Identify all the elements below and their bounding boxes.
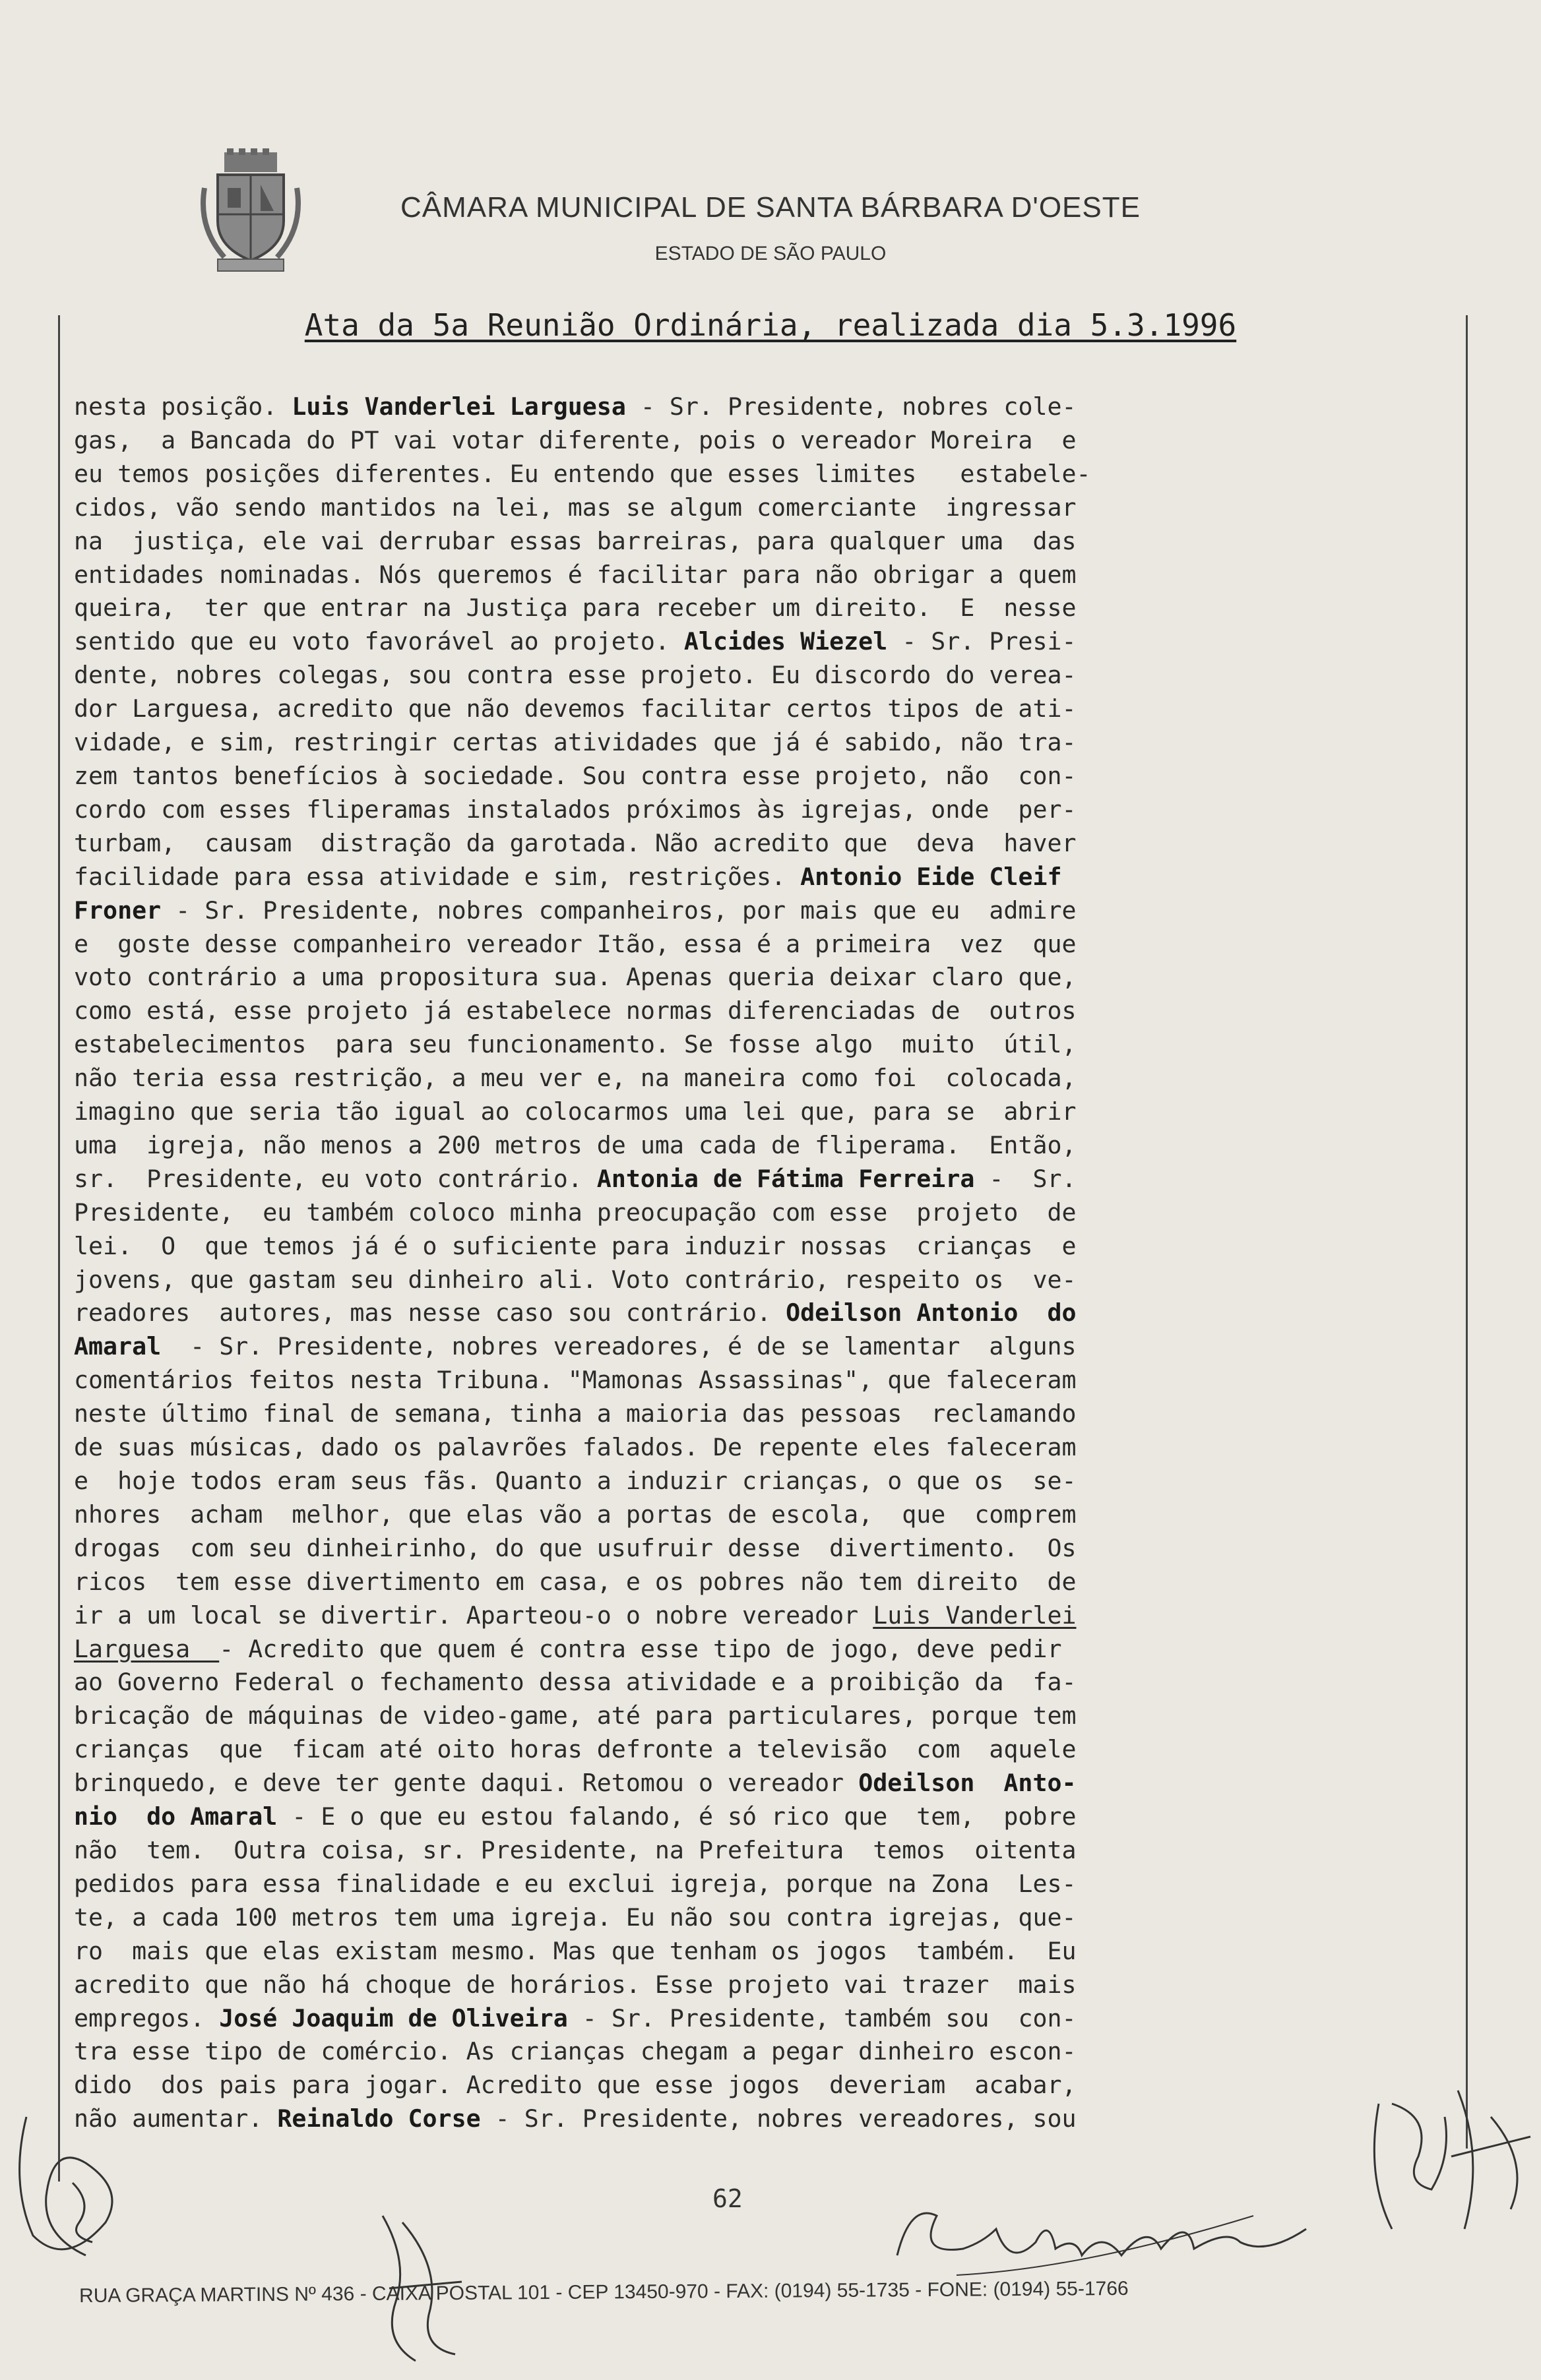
text-line <box>74 1633 1453 1666</box>
text-line <box>74 1968 1453 2002</box>
speaker-name: Reinaldo Corse <box>277 2104 481 2133</box>
text-segment: e hoje todos eram seus fãs. Quanto a induzir crianças, o que os se- <box>74 1467 1077 1495</box>
text-line <box>74 827 1453 861</box>
speaker-name: Froner <box>74 896 162 925</box>
page-number: 62 <box>712 2184 743 2213</box>
text-segment: - E o que eu estou falando, é só rico que tem, pobre <box>277 1802 1077 1831</box>
text-line <box>74 1767 1453 1800</box>
text-line <box>74 1297 1453 1330</box>
text-line <box>74 1062 1453 1095</box>
text-segment: - Sr. Presi- <box>887 627 1077 656</box>
text-line <box>74 1834 1453 1868</box>
state-name: ESTADO DE SÃO PAULO <box>654 243 887 264</box>
text-line <box>74 1230 1453 1264</box>
text-line <box>74 861 1453 894</box>
text-line <box>74 1028 1453 1062</box>
text-segment: - Sr. Presidente, também sou con- <box>567 2003 1077 2032</box>
text-segment: jovens, que gastam seu dinheiro ali. Voto contrário, respeito os ve- <box>74 1265 1077 1294</box>
text-line <box>74 1129 1453 1163</box>
text-line <box>74 961 1453 994</box>
text-segment: zem tantos benefícios à sociedade. Sou contra esse projeto, não con- <box>74 761 1077 790</box>
speaker-name: Amaral <box>74 1332 162 1361</box>
text-segment: nesta posição. <box>74 392 292 421</box>
text-segment: readores autores, mas nesse caso sou contrário. <box>74 1298 786 1327</box>
text-segment: brinquedo, e deve ter gente daqui. Retomou o vereador <box>74 1769 859 1798</box>
text-segment: te, a cada 100 metros tem uma igreja. Eu não sou contra igrejas, que- <box>74 1903 1077 1932</box>
text-segment: - Sr. Presidente, nobres vereadores, é de se lamentar alguns <box>161 1332 1077 1361</box>
speaker-name: nio do Amaral <box>74 1802 278 1831</box>
text-segment: - Sr. Presidente, nobres cole- <box>625 392 1077 421</box>
text-line <box>74 592 1453 625</box>
text-line <box>74 559 1453 592</box>
text-segment: - Acredito que quem é contra esse tipo de jogo, deve pedir <box>219 1634 1062 1663</box>
text-line <box>74 2102 1453 2136</box>
speaker-name: Odeilson Antonio do <box>786 1298 1077 1327</box>
text-segment: voto contrário a uma propositura sua. Apenas queria deixar claro que, <box>74 963 1077 992</box>
text-segment: como está, esse projeto já estabelece normas diferenciadas de outros <box>74 996 1077 1025</box>
text-line <box>74 793 1453 827</box>
text-segment: ao Governo Federal o fechamento dessa atividade e a proibição da fa- <box>74 1668 1077 1697</box>
text-line <box>74 458 1453 491</box>
text-segment: estabelecimentos para seu funcionamento. Se fosse algo muito útil, <box>74 1030 1077 1059</box>
speaker-name: Antonio Eide Cleif <box>800 862 1062 891</box>
minutes-title: Ata da 5a Reunião Ordinária, realizada dia 5.3.1996 <box>304 307 1237 343</box>
text-line <box>74 726 1453 760</box>
speaker-name: Luis Vanderlei Larguesa <box>292 392 626 421</box>
text-segment: uma igreja, não menos a 200 metros de uma cada de fliperama. Então, <box>74 1130 1077 1159</box>
text-line <box>74 659 1453 692</box>
text-segment: empregos. <box>74 2003 220 2032</box>
text-line <box>74 491 1453 525</box>
text-line <box>74 1800 1453 1834</box>
institution-name: CÂMARA MUNICIPAL DE SANTA BÁRBARA D'OESTE <box>400 191 1141 224</box>
text-line <box>74 1935 1453 1968</box>
text-line <box>74 760 1453 793</box>
text-line <box>74 994 1453 1028</box>
text-line <box>74 424 1453 458</box>
text-segment: tra esse tipo de comércio. As crianças chegam a pegar dinheiro escon- <box>74 2037 1077 2066</box>
text-line <box>74 1498 1453 1532</box>
text-segment: acredito que não há choque de horários. Esse projeto vai trazer mais <box>74 1970 1077 1999</box>
text-segment: entidades nominadas. Nós queremos é facilitar para não obrigar a quem <box>74 560 1077 589</box>
signature-right <box>1359 2077 1537 2249</box>
text-segment: pedidos para essa finalidade e eu exclui igreja, porque na Zona Les- <box>74 1869 1077 1898</box>
signature-bottom-left <box>369 2209 475 2367</box>
text-segment: dido dos pais para jogar. Acredito que esse jogos deveriam acabar, <box>74 2071 1077 2100</box>
text-segment: facilidade para essa atividade e sim, restrições. <box>74 862 801 891</box>
text-line <box>74 2069 1453 2102</box>
text-segment: queira, ter que entrar na Justiça para receber um direito. E nesse <box>74 594 1077 623</box>
text-line <box>74 894 1453 928</box>
minutes-body-text <box>74 390 1453 2136</box>
text-line <box>74 1196 1453 1230</box>
text-line <box>74 1330 1453 1364</box>
text-segment: vidade, e sim, restringir certas atividades que já é sabido, não tra- <box>74 728 1077 757</box>
signature-left <box>7 2104 139 2275</box>
text-segment: ricos tem esse divertimento em casa, e os pobres não tem direito de <box>74 1567 1077 1596</box>
text-line <box>74 1532 1453 1566</box>
underlined-name: Luis Vanderlei <box>873 1601 1077 1630</box>
text-segment: sr. Presidente, eu voto contrário. <box>74 1164 597 1193</box>
text-segment: ro mais que elas existam mesmo. Mas que tenham os jogos também. Eu <box>74 1936 1077 1965</box>
right-margin-line <box>1466 315 1468 2149</box>
text-line <box>74 1901 1453 1935</box>
text-segment: cordo com esses fliperamas instalados próximos às igrejas, onde per- <box>74 795 1077 824</box>
text-segment: não tem. Outra coisa, sr. Presidente, na Prefeitura temos oitenta <box>74 1835 1077 1864</box>
text-line <box>74 1599 1453 1633</box>
text-line <box>74 1666 1453 1699</box>
text-segment: eu temos posições diferentes. Eu entendo que esses limites estabele- <box>74 459 1091 488</box>
text-line <box>74 1163 1453 1196</box>
text-segment: e goste desse companheiro vereador Itão, essa é a primeira vez que <box>74 929 1077 958</box>
left-margin-line <box>58 315 60 2182</box>
text-segment: drogas com seu dinheirinho, do que usufruir desse divertimento. Os <box>74 1533 1077 1562</box>
text-line <box>74 1397 1453 1431</box>
text-segment: Presidente, eu também coloco minha preocupação com esse projeto de <box>74 1198 1077 1227</box>
speaker-name: Antonia de Fátima Ferreira <box>596 1164 975 1193</box>
text-segment: ir a um local se divertir. Aparteou-o o nobre vereador <box>74 1601 873 1630</box>
speaker-name: Odeilson Anto- <box>858 1769 1077 1798</box>
text-line <box>74 1699 1453 1733</box>
text-line <box>74 1566 1453 1599</box>
text-segment: neste último final de semana, tinha a maioria das pessoas reclamando <box>74 1399 1077 1428</box>
text-line <box>74 1264 1453 1297</box>
text-segment: imagino que seria tão igual ao colocarmos uma lei que, para se abrir <box>74 1097 1077 1126</box>
speaker-name: José Joaquim de Oliveira <box>219 2003 568 2032</box>
text-segment: turbam, causam distração da garotada. Não acredito que deva haver <box>74 828 1077 857</box>
text-line <box>74 525 1453 559</box>
text-line <box>74 1465 1453 1498</box>
signature-center <box>884 2176 1333 2295</box>
text-line <box>74 1431 1453 1465</box>
speaker-name: Alcides Wiezel <box>683 627 888 656</box>
text-segment: nhores acham melhor, que elas vão a portas de escola, que comprem <box>74 1500 1077 1529</box>
text-line <box>74 390 1453 424</box>
text-segment: de suas músicas, dado os palavrões falados. De repente eles faleceram <box>74 1433 1077 1462</box>
text-segment: sentido que eu voto favorável ao projeto. <box>74 627 684 656</box>
text-line <box>74 1733 1453 1767</box>
text-segment: bricação de máquinas de video-game, até para particulares, porque tem <box>74 1701 1077 1730</box>
text-line <box>74 625 1453 659</box>
text-segment: dente, nobres colegas, sou contra esse projeto. Eu discordo do verea- <box>74 661 1077 690</box>
text-line <box>74 1364 1453 1397</box>
text-line <box>74 692 1453 726</box>
text-line <box>74 2002 1453 2036</box>
text-segment: comentários feitos nesta Tribuna. "Mamonas Assassinas", que faleceram <box>74 1366 1077 1395</box>
text-segment: não aumentar. <box>74 2104 278 2133</box>
text-line <box>74 1095 1453 1129</box>
text-segment: - Sr. <box>974 1164 1077 1193</box>
text-line <box>74 928 1453 961</box>
text-segment: - Sr. Presidente, nobres vereadores, sou <box>480 2104 1077 2133</box>
text-segment: na justiça, ele vai derrubar essas barreiras, para qualquer uma das <box>74 526 1077 555</box>
underlined-name: Larguesa <box>74 1634 220 1663</box>
text-segment: - Sr. Presidente, nobres companheiros, por mais que eu admire <box>161 896 1077 925</box>
text-segment: lei. O que temos já é o suficiente para induzir nossas crianças e <box>74 1231 1077 1260</box>
footer-address: RUA GRAÇA MARTINS Nº 436 - CAIXA POSTAL 101 - CEP 13450-970 - FAX: (0194) 55-1735 - FONE: (0194) 55-1766 <box>79 2277 1129 2307</box>
text-segment: crianças que ficam até oito horas defronte a televisão com aquele <box>74 1735 1077 1764</box>
text-segment: cidos, vão sendo mantidos na lei, mas se algum comerciante ingressar <box>74 493 1077 522</box>
text-segment: não teria essa restrição, a meu ver e, na maneira como foi colocada, <box>74 1064 1077 1093</box>
text-segment: dor Larguesa, acredito que não devemos facilitar certos tipos de ati- <box>74 694 1077 723</box>
text-segment: gas, a Bancada do PT vai votar diferente, pois o vereador Moreira e <box>74 425 1077 454</box>
text-line <box>74 2035 1453 2069</box>
text-line <box>74 1868 1453 1901</box>
